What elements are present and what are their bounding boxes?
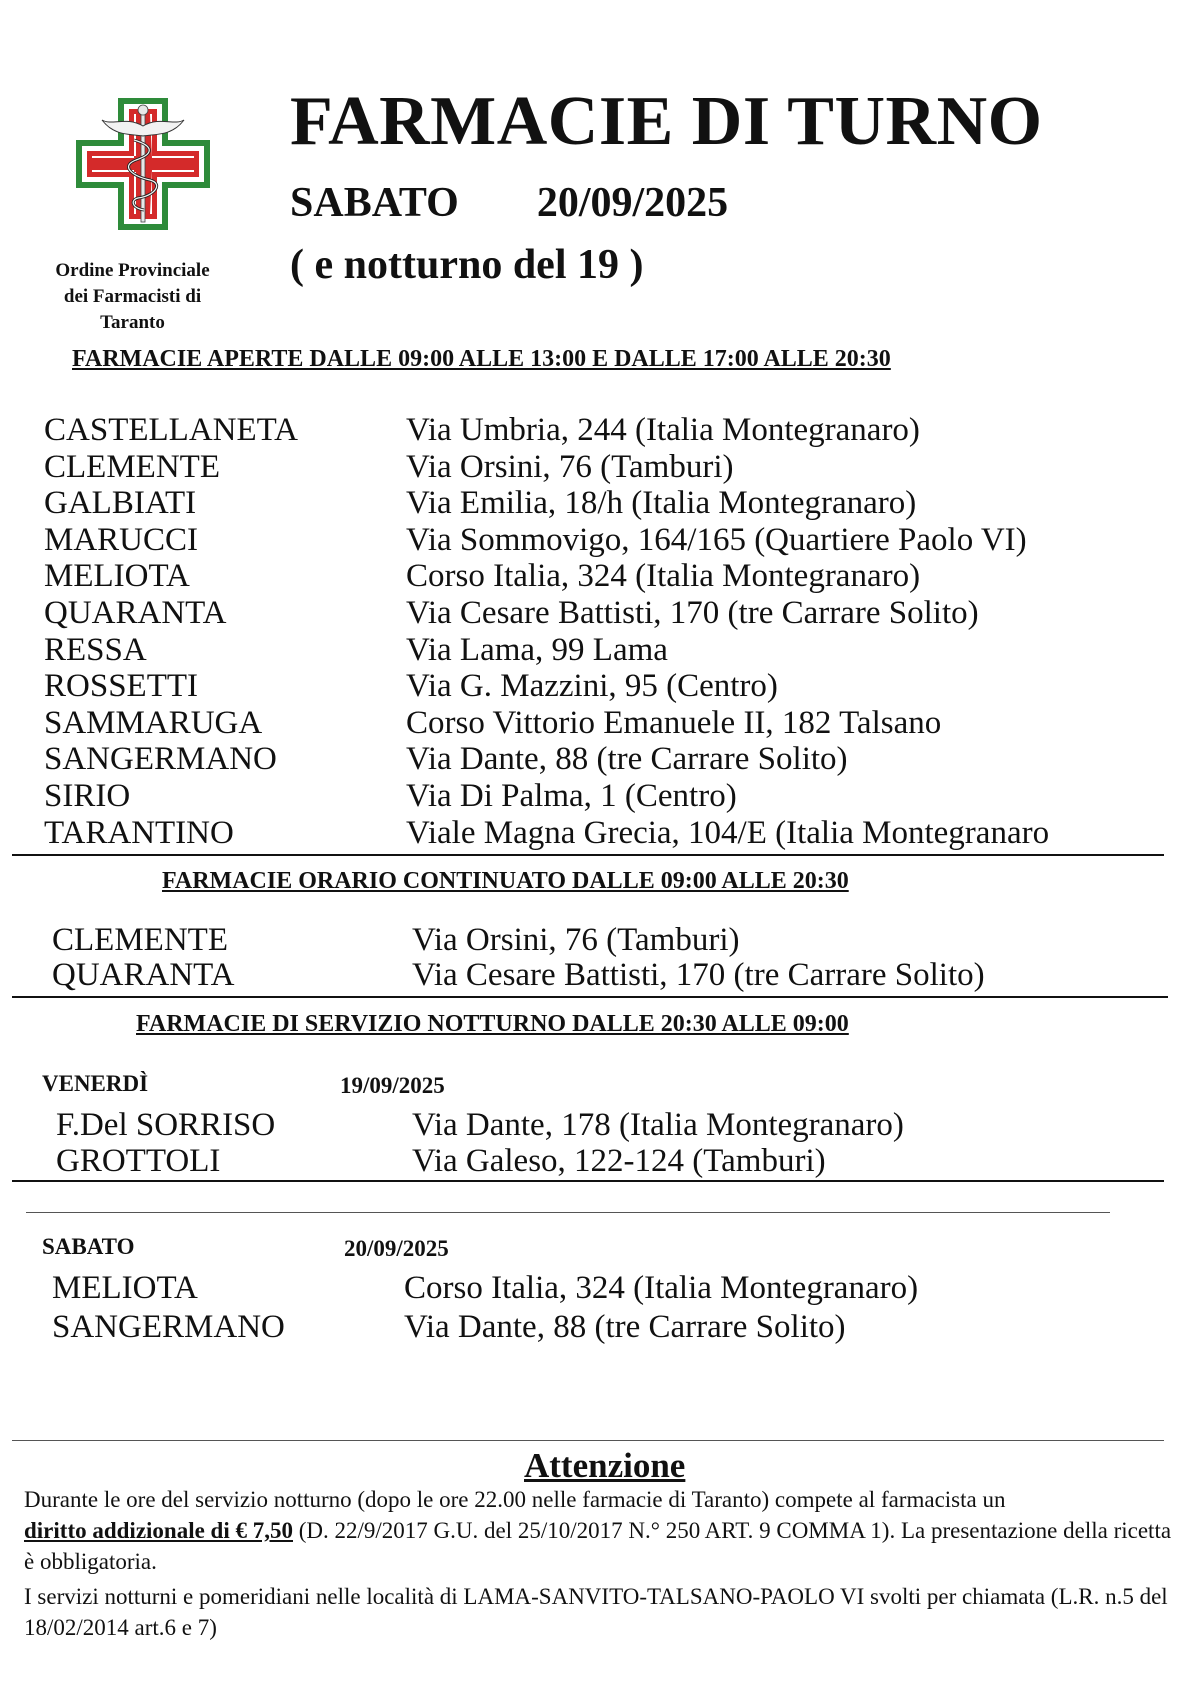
night-note: ( e notturno del 19 ) — [290, 242, 644, 288]
pharmacy-name: GALBIATI — [44, 485, 197, 522]
organization-name — [30, 258, 235, 336]
divider — [12, 1180, 1164, 1182]
day-label: SABATO — [290, 180, 459, 226]
friday-date-label: 19/09/2025 — [340, 1073, 445, 1098]
pharmacy-address: Via Dante, 88 (tre Carrare Solito) — [406, 741, 848, 778]
day-date-line — [290, 178, 728, 228]
pharmacy-name: CASTELLANETA — [44, 412, 298, 448]
pharmacy-name: SAMMARUGA — [44, 704, 263, 741]
attention-paragraph-1 — [24, 1484, 1174, 1577]
section-heading-open-hours: FARMACIE APERTE DALLE 09:00 ALLE 13:00 E DALLE 17:00 ALLE 20:30 — [72, 346, 891, 372]
pharmacy-address: Corso Italia, 324 (Italia Montegranaro) — [406, 558, 921, 595]
section-heading-night-service: FARMACIE DI SERVIZIO NOTTURNO DALLE 20:30 ALLE 09:00 — [136, 1011, 849, 1037]
pharmacy-address: Via Galeso, 122-124 (Tamburi) — [412, 1143, 826, 1179]
pharmacy-address: Via Umbria, 244 (Italia Montegranaro) — [406, 412, 920, 448]
divider — [12, 854, 1164, 856]
pharmacy-name: SANGERMANO — [52, 1309, 285, 1345]
saturday-date-label: 20/09/2025 — [344, 1236, 449, 1261]
pharmacy-name: SANGERMANO — [44, 741, 277, 778]
pharmacy-name: F.Del SORRISO — [56, 1107, 276, 1143]
friday-day-label: VENERDÌ — [42, 1071, 149, 1096]
pharmacy-name: GROTTOLI — [56, 1143, 221, 1179]
divider — [26, 1212, 1110, 1213]
saturday-day-label: SABATO — [42, 1234, 135, 1259]
pharmacy-address: Corso Vittorio Emanuele II, 182 Talsano — [406, 704, 942, 741]
date-label: 20/09/2025 — [536, 180, 729, 226]
org-line-3: Taranto — [100, 312, 165, 333]
pharmacy-address: Corso Italia, 324 (Italia Montegranaro) — [404, 1270, 919, 1306]
pharmacy-address: Via Sommovigo, 164/165 (Quartiere Paolo VI) — [406, 521, 1027, 558]
attention-p1-bold: diritto addizionale di € 7,50 — [24, 1518, 293, 1543]
pharmacy-address: Via Cesare Battisti, 170 (tre Carrare Solito) — [406, 595, 979, 631]
pharmacy-name: MARUCCI — [44, 521, 199, 558]
pharmacy-name: RESSA — [44, 631, 147, 668]
pharmacy-name: SIRIO — [44, 778, 131, 814]
pharmacy-name: ROSSETTI — [44, 668, 199, 705]
pharmacy-address: Via Di Palma, 1 (Centro) — [406, 778, 737, 814]
pharmacy-address: Via Orsini, 76 (Tamburi) — [406, 448, 734, 485]
pharmacy-address: Via G. Mazzini, 95 (Centro) — [406, 668, 778, 705]
pharmacy-address: Via Dante, 178 (Italia Montegranaro) — [412, 1107, 904, 1143]
pharmacy-name: QUARANTA — [52, 957, 235, 993]
pharmacy-address: Via Cesare Battisti, 170 (tre Carrare Solito) — [412, 957, 985, 993]
pharmacy-address: Via Orsini, 76 (Tamburi) — [412, 922, 740, 958]
attention-title: Attenzione — [524, 1446, 686, 1485]
pharmacy-name: MELIOTA — [52, 1270, 198, 1306]
pharmacy-name: CLEMENTE — [44, 448, 220, 485]
page-title: FARMACIE DI TURNO — [290, 83, 1043, 160]
divider — [12, 996, 1168, 998]
pharmacy-name: QUARANTA — [44, 595, 227, 631]
divider — [12, 1440, 1164, 1441]
pharmacy-address: Via Emilia, 18/h (Italia Montegranaro) — [406, 485, 917, 522]
org-line-1: Ordine Provinciale — [55, 260, 210, 281]
attention-paragraph-2: I servizi notturni e pomeridiani nelle località di LAMA-SANVITO-TALSANO-PAOLO VI svolti per chiamata (L.R. n.5 del 18/02/2014 art.6 e 7) — [24, 1584, 1168, 1640]
pharmacy-name: CLEMENTE — [52, 922, 228, 958]
pharmacy-address: Via Lama, 99 Lama — [406, 631, 668, 668]
pharmacy-name: TARANTINO — [44, 814, 234, 851]
org-line-2: dei Farmacisti di — [63, 286, 202, 307]
attention-p1-end: (D. 22/9/2017 G.U. del 25/10/2017 N.° 250 ART. 9 COMMA 1). La presentazione della ricetta è obbligatoria. — [24, 1518, 1172, 1574]
attention-p1-start: Durante le ore del servizio notturno (dopo le ore 22.00 nelle farmacie di Taranto) compete al farmacista un — [24, 1487, 1006, 1512]
pharmacy-name: MELIOTA — [44, 558, 190, 595]
pharmacy-address: Viale Magna Grecia, 104/E (Italia Montegranaro — [406, 814, 1050, 851]
pharmacy-cross-caduceus-icon — [74, 96, 212, 232]
pharmacy-address: Via Dante, 88 (tre Carrare Solito) — [404, 1309, 846, 1345]
section-heading-continuous: FARMACIE ORARIO CONTINUATO DALLE 09:00 ALLE 20:30 — [162, 868, 849, 894]
